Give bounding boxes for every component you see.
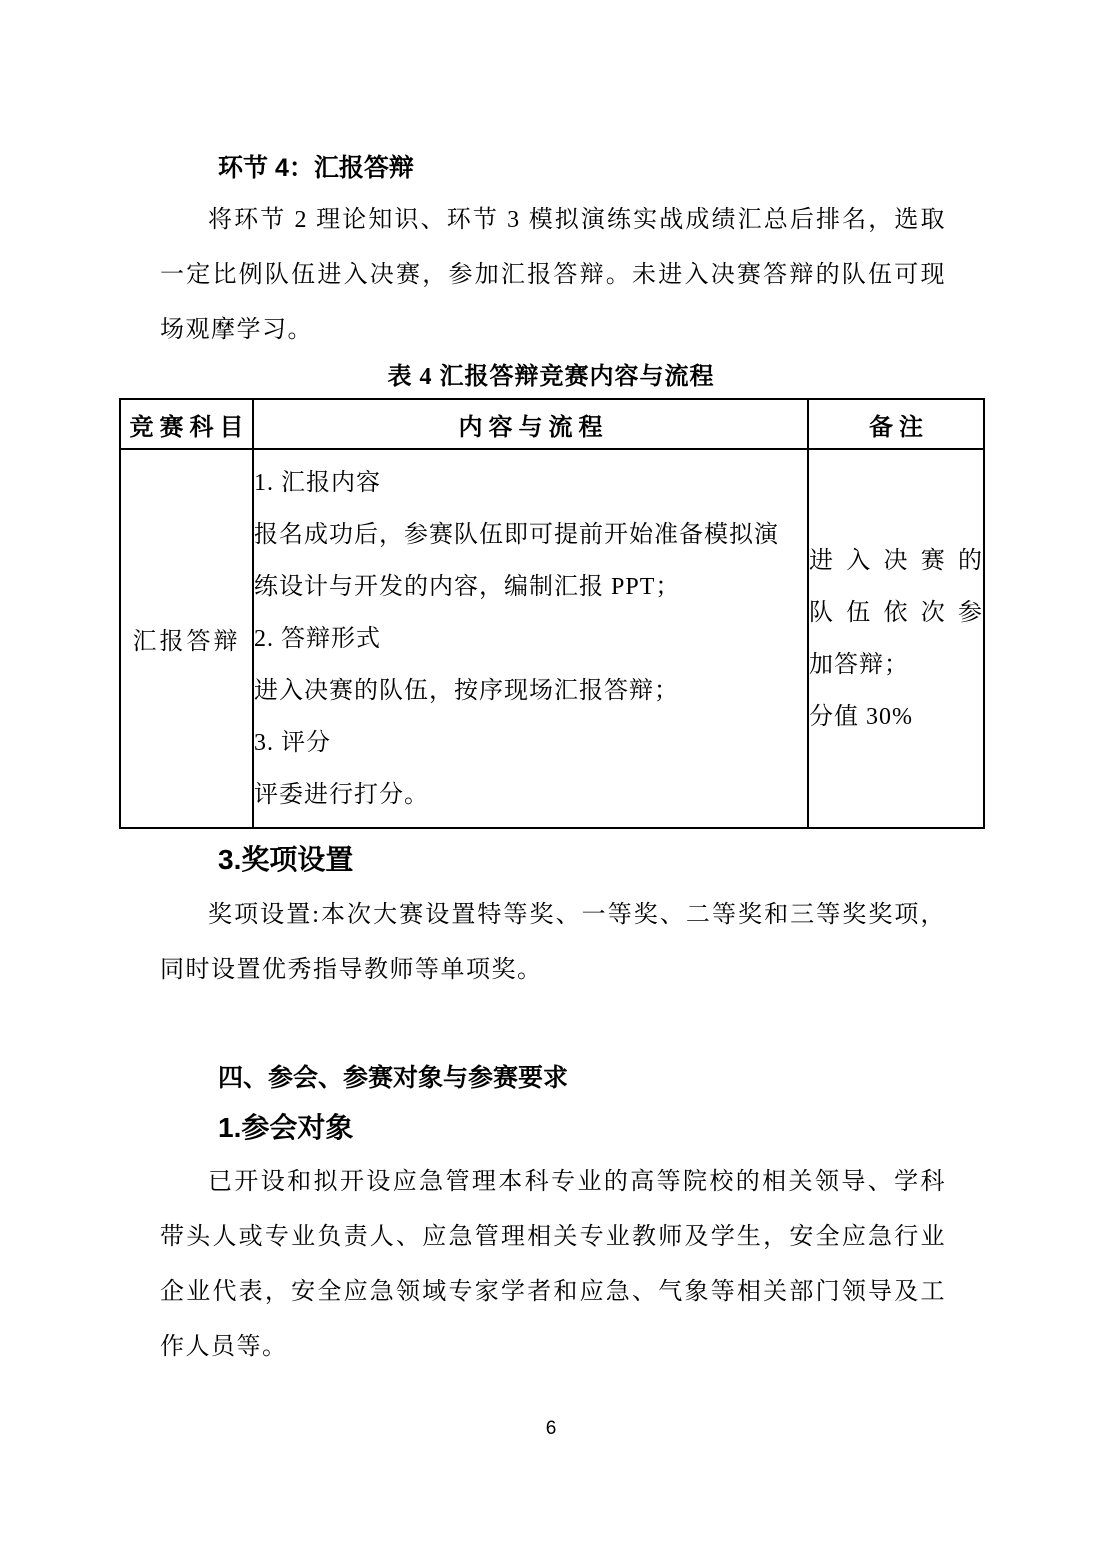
header-cell-subject: 竞赛科目 [120,399,253,449]
remark-line: 进入决赛的 [809,547,983,574]
page-number: 6 [545,1418,557,1439]
content-line: 2. 答辩形式 [254,625,381,652]
participants-section-heading: 四、参会、参赛对象与参赛要求 [218,1064,569,1092]
remark-line: 队伍依次参 [809,599,983,626]
content-line: 报名成功后，参赛队伍即可提前开始准备模拟演 [254,521,779,548]
attendees-paragraph: 已开设和拟开设应急管理本科专业的高等院校的相关领导、学科带头人或专业负责人、应急管理相关专业教师及学生，安全应急行业企业代表，安全应急领域专家学者和应急、气象等相关部门领导及工作人员等。 [160,1169,946,1360]
content-cell [253,449,808,828]
header-cell-remark: 备注 [808,399,984,449]
table-body-row [120,449,984,828]
stage4-paragraph: 将环节 2 理论知识、环节 3 模拟演练实战成绩汇总后排名，选取一定比例队伍进入决赛，参加汇报答辩。未进入决赛答辩的队伍可现场观摩学习。 [160,207,946,343]
content-line: 1. 汇报内容 [254,469,381,496]
content-line: 3. 评分 [254,729,331,756]
competition-table [119,398,985,829]
header-cell-content: 内容与流程 [253,399,808,449]
attendees-heading: 1.参会对象 [218,1112,354,1143]
awards-heading: 3.奖项设置 [218,844,354,875]
content-line: 评委进行打分。 [254,781,429,808]
remark-line: 加答辩； [809,651,909,678]
stage4-heading: 环节 4：汇报答辩 [218,154,414,182]
awards-paragraph: 奖项设置:本次大赛设置特等奖、一等奖、二等奖和三等奖奖项，同时设置优秀指导教师等单项奖。 [160,902,946,983]
table-caption: 表 4 汇报答辩竞赛内容与流程 [387,364,715,390]
content-line: 练设计与开发的内容，编制汇报 PPT； [254,573,681,600]
content-line: 进入决赛的队伍，按序现场汇报答辩； [254,677,679,704]
subject-cell: 汇报答辩 [120,449,253,828]
table-header-row [120,399,984,449]
remark-line: 分值 30% [809,703,913,730]
remark-cell [808,449,984,828]
